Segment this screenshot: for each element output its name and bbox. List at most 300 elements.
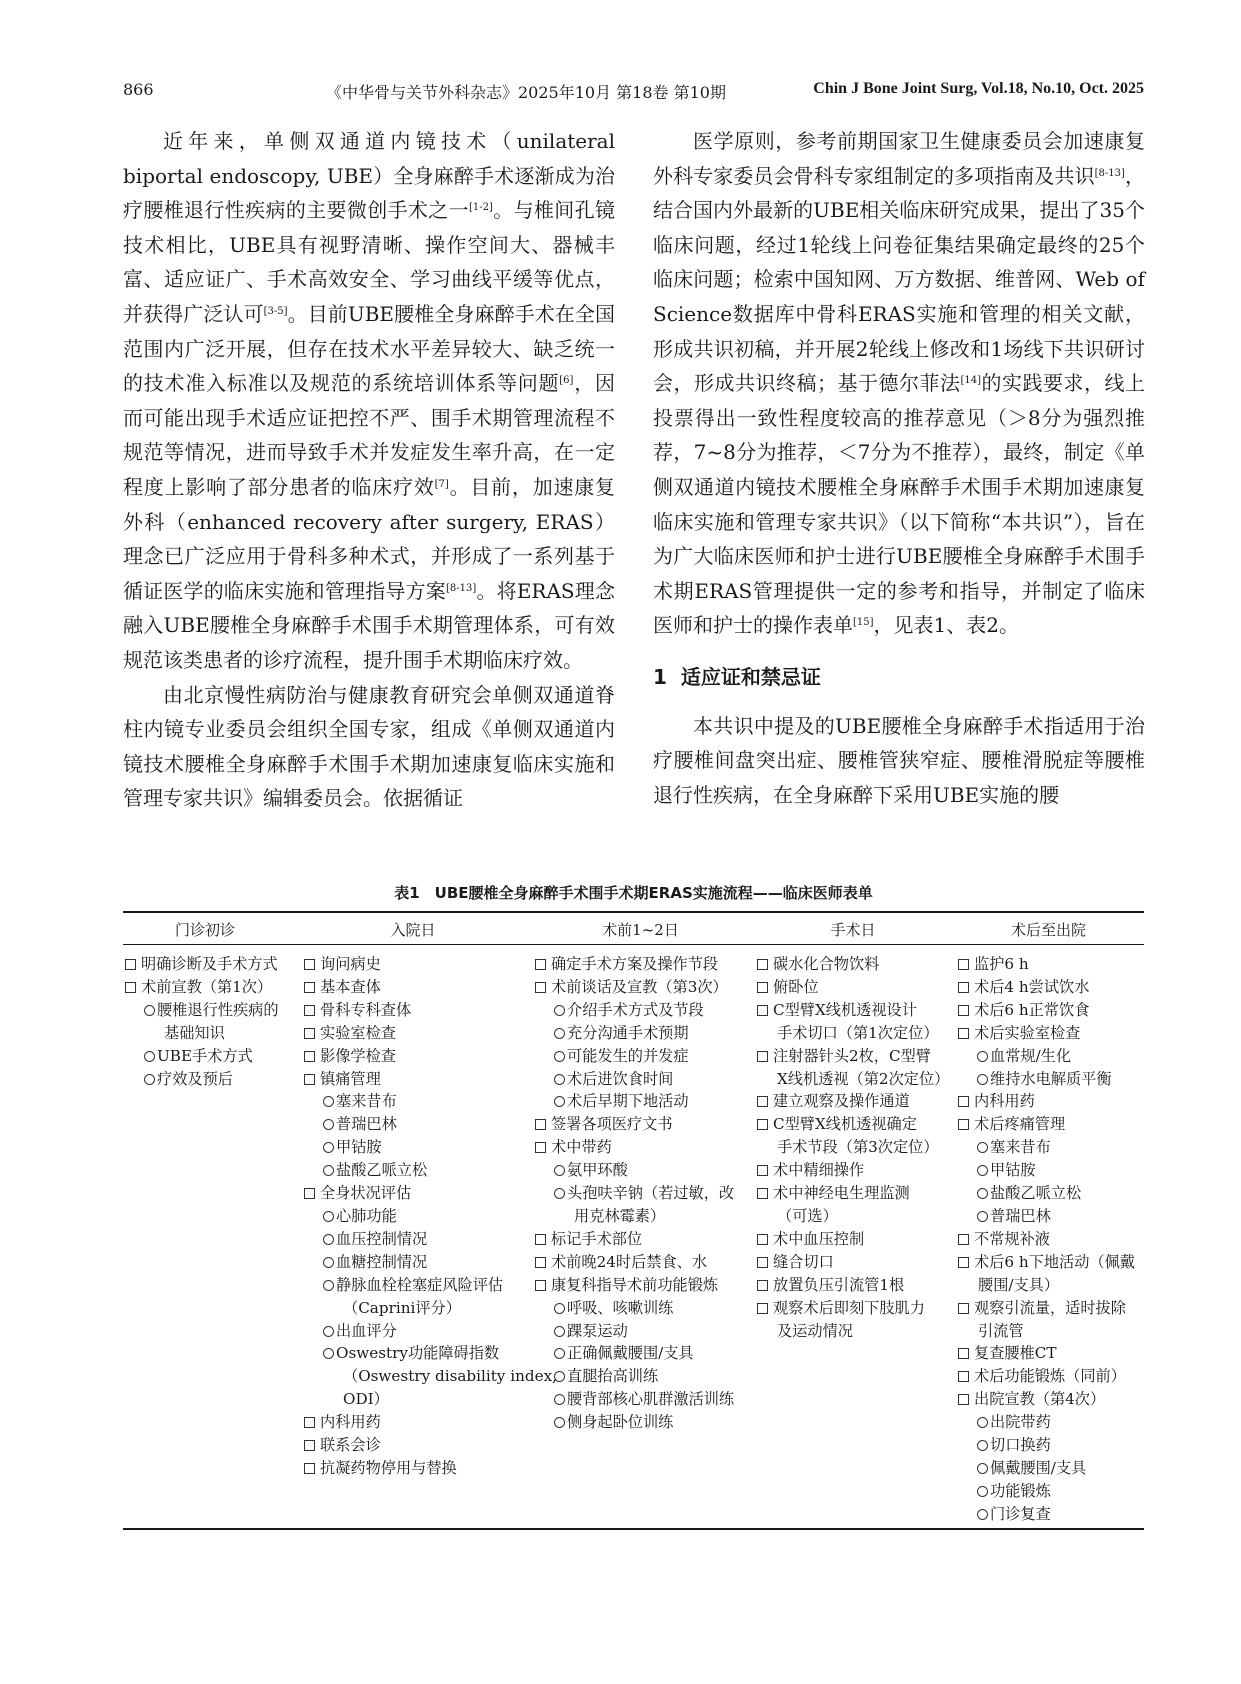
checklist-item	[958, 1022, 1144, 1045]
checklist-item	[958, 1388, 1144, 1411]
checklist-item	[958, 1297, 1144, 1320]
left-column	[123, 124, 615, 816]
checklist-item-text: 术后进饮食时间	[567, 1069, 674, 1088]
table-header-cell: 术后至出院	[1010, 921, 1086, 939]
text-run: ，见表1、表2。	[873, 613, 1019, 638]
checklist-item-text: 术后实验室检查	[974, 1023, 1081, 1042]
section-title: 适应证和禁忌证	[680, 664, 821, 689]
checklist-item-text: 侧身起卧位训练	[567, 1413, 674, 1432]
text-run: 。目前，加速康复外科（enhanced recovery after surgery, ERAS）理念已广泛应用于骨科多种术式，并形成了一系列基于循证医学的临床实施和管理指导方案	[123, 474, 616, 603]
checklist-item-text: 甲钴胺	[336, 1138, 382, 1157]
checkbox-icon	[535, 959, 546, 970]
checklist-item-text: 基本查体	[320, 977, 381, 996]
checkbox-icon	[757, 982, 768, 993]
checklist-item-text: 手术切口（第1次定位）	[777, 1023, 939, 1042]
checkbox-icon	[535, 1257, 546, 1268]
checklist-item-text: 血常规/生化	[990, 1046, 1072, 1065]
citation: [1-2]	[468, 202, 493, 214]
checklist-item-text: 佩戴腰围/支具	[990, 1458, 1087, 1477]
checklist-item-text: 引流管	[978, 1321, 1024, 1340]
checkbox-icon	[958, 1234, 969, 1245]
checklist-item-text: 直腿抬高训练	[567, 1367, 659, 1386]
checklist-item	[304, 999, 526, 1022]
checklist-item	[958, 1136, 1144, 1159]
checklist-item-text: 盐酸乙哌立松	[990, 1184, 1082, 1203]
checklist-item-text: 血压控制情况	[336, 1229, 428, 1248]
checklist-item	[757, 1045, 957, 1068]
checklist-item	[304, 1022, 526, 1045]
checklist-item	[958, 1274, 1144, 1297]
checklist-item	[958, 999, 1144, 1022]
checklist-item	[125, 1045, 300, 1068]
checklist-item	[304, 976, 526, 999]
citation: [6]	[559, 375, 574, 387]
checklist-item-text: 询问病史	[320, 955, 381, 973]
checklist-item	[304, 1045, 526, 1068]
checkbox-icon	[958, 1303, 969, 1314]
checkbox-icon	[958, 1096, 969, 1107]
checklist-item	[535, 1320, 760, 1343]
table-title: 表1 UBE腰椎全身麻醉手术围手术期ERAS实施流程——临床医师表单	[394, 884, 873, 902]
checklist-item	[125, 1068, 300, 1091]
checklist-item-text: 腰围/支具）	[978, 1275, 1060, 1294]
checklist-item-text: （Oswestry disability index,	[343, 1367, 557, 1386]
checklist-item-text: 基础知识	[164, 1023, 225, 1042]
text-run: 近年来，单侧双通道内镜技术（unilateral biportal endoscopy, UBE）全身麻醉手术逐渐成为治疗腰椎退行性疾病的主要微创手术之一	[123, 129, 615, 223]
circle-bullet-icon	[554, 1371, 565, 1382]
table-bottom-rule	[123, 1528, 1144, 1530]
text-run: ，因而可能出现手术适应证把控不严、围手术期管理流程不规范等情况，进而导致手术并发症发生率升高，在一定程度上影响了部分患者的临床疗效	[123, 371, 616, 499]
checklist-item	[958, 1342, 1144, 1365]
checklist-item-text: 血糖控制情况	[336, 1252, 428, 1271]
checklist-item-text: 维持水电解质平衡	[990, 1069, 1112, 1088]
checklist-item	[304, 1411, 526, 1434]
checkbox-icon	[125, 982, 136, 993]
checkbox-icon	[304, 1417, 315, 1428]
checklist-item-text: 复查腰椎CT	[974, 1344, 1057, 1363]
checklist-item-text: 术中精细操作	[773, 1161, 865, 1180]
circle-bullet-icon	[323, 1096, 334, 1107]
circle-bullet-icon	[554, 1326, 565, 1337]
page-number: 866	[123, 80, 154, 99]
checklist-item	[304, 1434, 526, 1457]
checklist-item	[757, 999, 957, 1022]
checkbox-icon	[958, 1005, 969, 1016]
checklist-item-text: 康复科指导术前功能锻炼	[551, 1275, 719, 1294]
checklist-item-text: UBE手术方式	[157, 1046, 253, 1065]
checklist-item-text: 明确诊断及手术方式	[141, 955, 278, 973]
circle-bullet-icon	[977, 1486, 988, 1497]
checklist-item	[304, 1457, 526, 1480]
checklist-item	[757, 1159, 957, 1182]
text-run: 。目前UBE腰椎全身麻醉手术在全国范围内广泛开展，但存在技术水平差异较大、缺乏统一的技术准入标准以及规范的系统培训体系等问题	[123, 301, 616, 396]
checklist-item	[304, 1159, 526, 1182]
checklist-item-text: 腰椎退行性疾病的	[157, 1000, 279, 1019]
checklist-item	[757, 1297, 957, 1320]
table-header-cell: 入院日	[390, 921, 436, 939]
checklist-item-text: 心肺功能	[336, 1206, 397, 1225]
circle-bullet-icon	[323, 1142, 334, 1153]
checklist-item-text: 塞来昔布	[336, 1092, 397, 1111]
paragraph-indication: 本共识中提及的UBE腰椎全身麻醉手术指适用于治疗腰椎间盘突出症、腰椎管狭窄症、腰椎滑脱症等腰椎退行性疾病，在全身麻醉下采用UBE实施的腰	[653, 713, 1145, 807]
checklist-item	[958, 1113, 1144, 1136]
circle-bullet-icon	[323, 1119, 334, 1130]
circle-bullet-icon	[554, 1096, 565, 1107]
checklist-item	[535, 1090, 760, 1113]
checklist-item-text: （Caprini评分）	[343, 1298, 461, 1317]
checklist-item	[757, 1228, 957, 1251]
checklist-item	[304, 1365, 557, 1388]
circle-bullet-icon	[144, 1074, 155, 1085]
citation: [3-5]	[263, 305, 288, 317]
checklist-item	[304, 1297, 526, 1320]
checklist-item-text: 氨甲环酸	[567, 1161, 628, 1180]
checklist-item-text: 术前晚24时后禁食、水	[551, 1252, 708, 1271]
circle-bullet-icon	[323, 1280, 334, 1291]
journal-title-en: Chin J Bone Joint Surg, Vol.18, No.10, Oct. 2025	[813, 80, 1144, 97]
circle-bullet-icon	[977, 1188, 988, 1199]
checklist-item	[304, 1182, 526, 1205]
checkbox-icon	[535, 982, 546, 993]
checkbox-icon	[304, 959, 315, 970]
circle-bullet-icon	[554, 1394, 565, 1405]
checklist-item-text: ODI）	[343, 1390, 389, 1409]
checkbox-icon	[757, 1280, 768, 1291]
text-run: 医学原则，参考前期国家卫生健康委员会加速康复外科专家委员会骨科专家组制定的多项指南及共识	[653, 129, 1145, 188]
checklist-item-text: 缝合切口	[773, 1252, 834, 1271]
checkbox-icon	[757, 1096, 768, 1107]
checklist-item-text: C型臂X线机透视设计	[773, 1000, 917, 1019]
circle-bullet-icon	[554, 1051, 565, 1062]
circle-bullet-icon	[554, 1348, 565, 1359]
checklist-item-text: 碳水化合物饮料	[773, 955, 880, 973]
circle-bullet-icon	[323, 1211, 334, 1222]
checklist-item	[958, 1320, 1144, 1343]
checklist-item	[304, 1342, 526, 1365]
circle-bullet-icon	[977, 1165, 988, 1176]
checklist-item	[958, 953, 1144, 976]
checklist-item	[304, 1090, 526, 1113]
citation: [8-13]	[445, 582, 477, 594]
citation: [7]	[434, 478, 449, 490]
checklist-item	[535, 1136, 760, 1159]
checklist-item-text: 注射器针头2枚，C型臂	[773, 1046, 931, 1065]
checklist-item	[958, 1090, 1144, 1113]
checklist-item-text: 术中带药	[551, 1138, 612, 1157]
checkbox-icon	[304, 1074, 315, 1085]
checklist-item-text: 联系会诊	[320, 1436, 381, 1455]
checklist-item-text: 及运动情况	[777, 1321, 853, 1340]
checklist-item	[958, 1068, 1144, 1091]
paragraph-method	[653, 124, 1145, 643]
circle-bullet-icon	[977, 1509, 988, 1520]
checklist-item-text: C型臂X线机透视确定	[773, 1115, 917, 1134]
table-top-rule	[123, 911, 1144, 913]
checklist-item	[535, 1251, 760, 1274]
table-column-preop	[535, 953, 760, 1434]
checkbox-icon	[304, 1051, 315, 1062]
text-run: 的实践要求，线上投票得出一致性程度较高的推荐意见（＞8分为强烈推荐，7~8分为推荐，＜7分为不推荐），最终，制定《单侧双通道内镜技术腰椎全身麻醉手术围手术期加速康复临床实施和管理专家共识》（以下简称“本共识”），旨在为广大临床医师和护士进行UBE腰椎全身麻醉手术围手术期ERAS管理提供一定的参考和指导，并制定了临床医师和护士的操作表单	[653, 371, 1146, 638]
checklist-item-text: 术后6 h下地活动（佩戴	[974, 1252, 1135, 1271]
circle-bullet-icon	[977, 1440, 988, 1451]
checklist-item-text: 功能锻炼	[990, 1481, 1051, 1500]
checklist-item-text: 镇痛管理	[320, 1069, 381, 1088]
checklist-item-text: Oswestry功能障碍指数	[336, 1344, 500, 1363]
checkbox-icon	[304, 1463, 315, 1474]
citation: [14]	[960, 375, 982, 387]
circle-bullet-icon	[554, 1188, 565, 1199]
checklist-item	[958, 976, 1144, 999]
circle-bullet-icon	[554, 1074, 565, 1085]
checklist-item	[958, 1434, 1144, 1457]
checklist-item	[958, 1411, 1144, 1434]
checklist-item-text: 盐酸乙哌立松	[336, 1161, 428, 1180]
checklist-item	[304, 1274, 526, 1297]
running-header	[123, 78, 1144, 104]
checklist-item	[535, 1045, 760, 1068]
table-header-row	[123, 915, 1144, 943]
checklist-item	[535, 999, 760, 1022]
checkbox-icon	[535, 1142, 546, 1153]
checklist-item	[535, 1113, 760, 1136]
checkbox-icon	[535, 1119, 546, 1130]
checklist-item	[304, 1113, 526, 1136]
checklist-item	[535, 1068, 760, 1091]
checklist-item	[304, 1205, 526, 1228]
checklist-item	[757, 1022, 957, 1045]
section-number: 1	[653, 664, 667, 689]
checklist-item-text: 手术节段（第3次定位）	[777, 1138, 939, 1157]
checklist-item-text: 术前宣教（第1次）	[141, 977, 273, 996]
journal-title-cn: 《中华骨与关节外科杂志》2025年10月 第18卷 第10期	[326, 83, 726, 102]
checklist-item	[535, 1182, 760, 1205]
checkbox-icon	[304, 1005, 315, 1016]
circle-bullet-icon	[977, 1142, 988, 1153]
checklist-item-text: 出院带药	[990, 1413, 1051, 1432]
checklist-item	[535, 1388, 760, 1411]
checklist-item	[535, 1342, 760, 1365]
checkbox-icon	[958, 982, 969, 993]
checklist-item	[757, 1068, 957, 1091]
checklist-item	[125, 953, 300, 976]
checklist-item	[535, 953, 760, 976]
checklist-item-text: 呼吸、咳嗽训练	[567, 1298, 674, 1317]
right-column	[653, 124, 1145, 812]
checklist-item	[535, 1365, 760, 1388]
checklist-item	[757, 976, 957, 999]
checklist-item-text: 内科用药	[320, 1413, 381, 1432]
checklist-item	[125, 1022, 300, 1045]
checklist-item-text: 出院宣教（第4次）	[974, 1390, 1106, 1409]
checklist-item	[958, 1045, 1144, 1068]
checklist-item-text: 踝泵运动	[567, 1321, 628, 1340]
checkbox-icon	[958, 1371, 969, 1382]
checklist-item	[535, 1274, 760, 1297]
checklist-item-text: 甲钴胺	[990, 1161, 1036, 1180]
checkbox-icon	[535, 1280, 546, 1291]
checklist-item	[304, 1388, 526, 1411]
checkbox-icon	[304, 1188, 315, 1199]
circle-bullet-icon	[554, 1005, 565, 1016]
checklist-item-text: 充分沟通手术预期	[567, 1023, 689, 1042]
checklist-item-text: 术后4 h尝试饮水	[974, 977, 1090, 996]
checklist-item	[304, 1320, 526, 1343]
checklist-item-text: 不常规补液	[974, 1229, 1050, 1248]
table-header-rule	[123, 944, 1144, 945]
checklist-item	[757, 1274, 957, 1297]
table-header-cell: 术前1~2日	[602, 921, 679, 939]
circle-bullet-icon	[554, 1028, 565, 1039]
circle-bullet-icon	[323, 1234, 334, 1245]
checklist-item-text: 塞来昔布	[990, 1138, 1051, 1157]
checklist-item	[304, 1228, 526, 1251]
checklist-item-text: 普瑞巴林	[336, 1115, 397, 1134]
checklist-item	[958, 1457, 1144, 1480]
checklist-item	[958, 1251, 1144, 1274]
checklist-item-text: 正确佩戴腰围/支具	[567, 1344, 694, 1363]
checklist-item	[757, 1205, 957, 1228]
checklist-item-text: 用克林霉素）	[574, 1206, 666, 1225]
checklist-item-text: 门诊复查	[990, 1504, 1051, 1523]
checklist-item	[757, 1113, 957, 1136]
checklist-item-text: 放置负压引流管1根	[773, 1275, 905, 1294]
checklist-item	[757, 1136, 957, 1159]
checklist-item-text: 实验室检查	[320, 1023, 396, 1042]
circle-bullet-icon	[554, 1417, 565, 1428]
checklist-item	[757, 1320, 957, 1343]
table-column-surgery-day	[757, 953, 957, 1342]
checklist-item	[958, 1228, 1144, 1251]
checklist-item-text: 术后6 h正常饮食	[974, 1000, 1090, 1019]
checklist-item-text: 头孢呋辛钠（若过敏，改	[567, 1184, 735, 1203]
circle-bullet-icon	[977, 1463, 988, 1474]
checklist-item-text: 术前谈话及宣教（第3次）	[551, 977, 728, 996]
table-column-admission	[304, 953, 557, 1480]
checklist-item-text: 术后早期下地活动	[567, 1092, 689, 1111]
checklist-item-text: 内科用药	[974, 1092, 1035, 1111]
checklist-item	[958, 1159, 1144, 1182]
checklist-item	[125, 999, 300, 1022]
citation: [8-13]	[1094, 167, 1125, 179]
circle-bullet-icon	[144, 1005, 155, 1016]
checklist-item	[958, 1480, 1144, 1503]
checklist-item-text: 影像学检查	[320, 1046, 396, 1065]
checkbox-icon	[757, 1234, 768, 1245]
checklist-item-text: 介绍手术方式及节段	[567, 1000, 704, 1019]
checklist-item-text: 疗效及预后	[157, 1069, 233, 1088]
checklist-item-text: 切口换药	[990, 1436, 1051, 1455]
checklist-item	[535, 1228, 760, 1251]
checklist-item	[535, 1411, 760, 1434]
checklist-item	[535, 976, 760, 999]
checklist-item-text: （可选）	[777, 1206, 838, 1225]
checklist-item	[757, 953, 957, 976]
circle-bullet-icon	[323, 1257, 334, 1268]
checklist-item-text: 术中血压控制	[773, 1229, 865, 1248]
circle-bullet-icon	[323, 1326, 334, 1337]
checklist-item	[535, 1297, 760, 1320]
circle-bullet-icon	[977, 1417, 988, 1428]
checklist-item-text: 术后疼痛管理	[974, 1115, 1066, 1134]
checklist-item	[535, 1205, 760, 1228]
checklist-item-text: 观察引流量，适时拔除	[974, 1298, 1126, 1317]
checklist-item	[535, 1022, 760, 1045]
circle-bullet-icon	[323, 1165, 334, 1176]
checkbox-icon	[958, 1028, 969, 1039]
checkbox-icon	[958, 1348, 969, 1359]
circle-bullet-icon	[554, 1303, 565, 1314]
checklist-item-text: 标记手术部位	[551, 1229, 643, 1248]
text-run: ，结合国内外最新的UBE相关临床研究成果，提出了35个临床问题，经过1轮线上问卷征集结果确定最终的25个临床问题；检索中国知网、万方数据、维普网、Web of Science数据库中骨科ERAS实施和管理的相关文献，形成共识初稿，并开展2轮线上修改和1场线下共识研讨会，形成共识终稿；基于德尔菲法	[653, 163, 1146, 396]
checklist-item-text: 骨科专科查体	[320, 1000, 412, 1019]
checklist-item	[757, 1090, 957, 1113]
checkbox-icon	[958, 1119, 969, 1130]
checkbox-icon	[535, 1234, 546, 1245]
checklist-item	[958, 1503, 1144, 1526]
circle-bullet-icon	[323, 1348, 334, 1359]
table-column-postop	[958, 953, 1144, 1526]
circle-bullet-icon	[977, 1051, 988, 1062]
checklist-item	[125, 976, 300, 999]
circle-bullet-icon	[144, 1051, 155, 1062]
text-run: 。将ERAS理念融入UBE腰椎全身麻醉手术围手术期管理体系，可有效规范该类患者的诊疗流程，提升围手术期临床疗效。	[123, 578, 615, 672]
checklist-item	[304, 953, 526, 976]
checklist-item-text: 静脉血栓栓塞症风险评估	[336, 1275, 504, 1294]
paragraph-committee: 由北京慢性病防治与健康教育研究会单侧双通道脊柱内镜专业委员会组织全国专家，组成《单侧双通道内镜技术腰椎全身麻醉手术围手术期加速康复临床实施和管理专家共识》编辑委员会。依据循证	[123, 682, 615, 811]
checklist-item-text: 出血评分	[336, 1321, 397, 1340]
checkbox-icon	[757, 1051, 768, 1062]
checkbox-icon	[757, 1165, 768, 1176]
checkbox-icon	[304, 1028, 315, 1039]
text-run: 。与椎间孔镜技术相比，UBE具有视野清晰、操作空间大、器械丰富、适应证广、手术高效安全、学习曲线平缓等优点，并获得广泛认可	[123, 198, 616, 326]
checklist-item-text: 全身状况评估	[320, 1184, 412, 1203]
checkbox-icon	[757, 1005, 768, 1016]
circle-bullet-icon	[977, 1074, 988, 1085]
checklist-item-text: 观察术后即刻下肢肌力	[773, 1298, 925, 1317]
checklist-item	[757, 1182, 957, 1205]
paragraph-intro	[123, 124, 615, 678]
checkbox-icon	[958, 959, 969, 970]
checklist-item-text: 普瑞巴林	[990, 1206, 1051, 1225]
checklist-item	[304, 1068, 526, 1091]
checkbox-icon	[757, 1119, 768, 1130]
checklist-item-text: 确定手术方案及操作节段	[551, 955, 719, 973]
checkbox-icon	[125, 959, 136, 970]
circle-bullet-icon	[977, 1211, 988, 1222]
checklist-item	[757, 1251, 957, 1274]
checklist-item-text: 建立观察及操作通道	[773, 1092, 910, 1111]
checkbox-icon	[757, 1303, 768, 1314]
checkbox-icon	[304, 982, 315, 993]
checklist-item-text: 术中神经电生理监测	[773, 1184, 910, 1203]
checklist-item-text: 俯卧位	[773, 977, 819, 996]
checklist-item	[304, 1251, 526, 1274]
checklist-item	[304, 1136, 526, 1159]
section-heading	[653, 660, 1145, 695]
checklist-item-text: X线机透视（第2次定位）	[777, 1069, 950, 1088]
checkbox-icon	[757, 1188, 768, 1199]
checkbox-icon	[757, 1257, 768, 1268]
checkbox-icon	[958, 1394, 969, 1405]
checklist-item-text: 术后功能锻炼（同前）	[974, 1367, 1126, 1386]
circle-bullet-icon	[554, 1165, 565, 1176]
table-header-cell: 手术日	[830, 921, 876, 939]
checklist-item-text: 腰背部核心肌群激活训练	[567, 1390, 735, 1409]
checklist-item	[958, 1182, 1144, 1205]
checklist-item	[535, 1159, 760, 1182]
checklist-item-text: 监护6 h	[974, 955, 1029, 973]
checkbox-icon	[304, 1440, 315, 1451]
